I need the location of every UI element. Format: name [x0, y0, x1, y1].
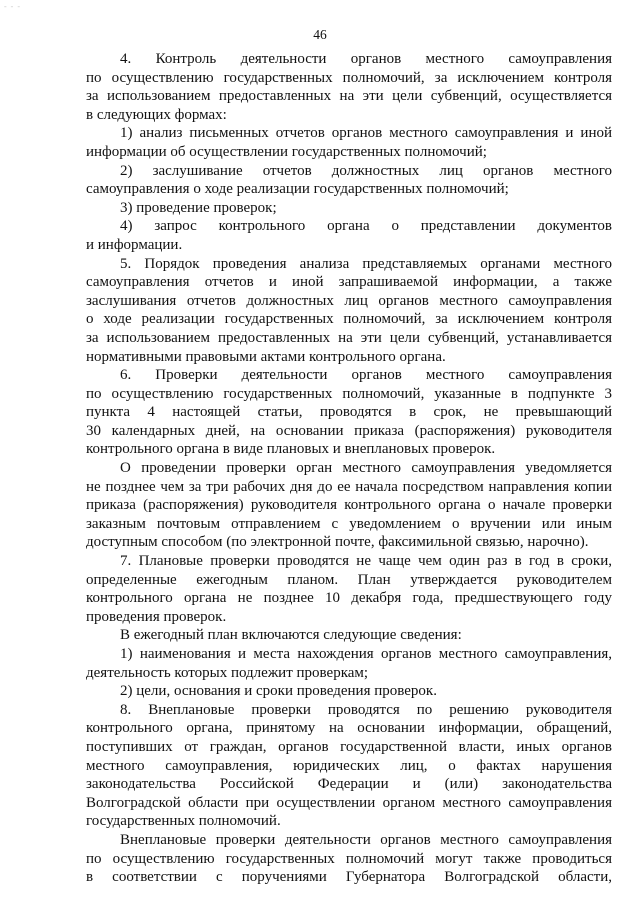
text-line: о ходе реализации государственных полномочий, за исключением контроля	[86, 311, 612, 328]
text-line: самоуправления о ходе реализации государственных полномочий;	[86, 181, 509, 198]
corner-mark: - - -	[4, 2, 21, 11]
text-line: нормативными правовыми актами контрольного органа.	[86, 348, 446, 365]
text-line: Волгоградской области при осуществлении органом местного самоуправления	[86, 794, 612, 811]
text-line: Внеплановые проверки деятельности органов местного самоуправления	[120, 831, 612, 848]
text-line: 4) запрос контрольного органа о представлении документов	[120, 218, 612, 235]
text-line: по осуществлению государственных полномочий могут также проводиться	[86, 850, 612, 867]
text-line: 2) цели, основания и сроки проведения проверок.	[120, 683, 437, 700]
text-line: по осуществлению государственных полномочий, за исключением контроля	[86, 69, 612, 86]
text-line: 2) заслушивание отчетов должностных лиц органов местного	[120, 162, 612, 179]
text-line: и информации.	[86, 236, 183, 253]
text-line: 7. Плановые проверки проводятся не чаще чем один раз в год в сроки,	[120, 553, 612, 570]
text-line: 1) наименования и места нахождения органов местного самоуправления,	[120, 646, 612, 662]
text-line: В ежегодный план включаются следующие сведения:	[120, 627, 462, 644]
document-body	[86, 50, 612, 887]
text-line: местного самоуправления, юридических лиц, о фактах нарушения	[86, 757, 612, 774]
text-line: 30 календарных дней, на основании приказа (распоряжения) руководителя	[86, 422, 612, 439]
text-line: по осуществлению государственных полномочий, указанные в подпункте 3	[86, 385, 612, 402]
text-line: заказным почтовым отправлением с уведомлением о вручении или иным	[86, 515, 612, 532]
text-line: за использованием предоставленных на эти цели субвенций, осуществляется	[86, 88, 612, 105]
text-line: доступным способом (по электронной почте, факсимильной связью, нарочно).	[86, 534, 589, 551]
text-line: контрольного органа не позднее 10 декабря года, предшествующего году	[86, 590, 612, 607]
text-line: за использованием предоставленных на эти цели субвенций, устанавливается	[86, 329, 612, 346]
text-line: государственных полномочий.	[86, 813, 281, 830]
text-line: законодательства Российской Федерации и (или) законодательства	[86, 776, 612, 793]
text-line: информации об осуществлении государственных полномочий;	[86, 143, 487, 160]
text-line: определенные ежегодным планом. План утверждается руководителем	[86, 571, 612, 588]
text-line: проведения проверок.	[86, 608, 227, 625]
text-line: 4. Контроль деятельности органов местного самоуправления	[120, 51, 612, 67]
text-line: заслушивания отчетов должностных лиц органов местного самоуправления	[86, 292, 612, 309]
text-line: приказа (распоряжения) руководителя контрольного органа о начале проверки	[86, 497, 612, 514]
text-line: 5. Порядок проведения анализа представляемых органами местного	[120, 255, 612, 272]
text-line: 3) проведение проверок;	[120, 199, 277, 216]
text-line: в соответствии с поручениями Губернатора Волгоградской области,	[86, 869, 612, 886]
text-line: 6. Проверки деятельности органов местного самоуправления	[120, 367, 612, 384]
text-line: пункта 4 настоящей статьи, проводятся в срок, не превышающий	[86, 404, 612, 421]
text-line: в следующих формах:	[86, 106, 227, 123]
text-line: 1) анализ письменных отчетов органов местного самоуправления и иной	[120, 125, 612, 142]
text-line: поступивших от граждан, органов государственной власти, иных органов	[86, 738, 612, 755]
text-line: контрольного органа в виде плановых и внеплановых проверок.	[86, 441, 496, 458]
text-line: деятельность которых подлежит проверкам;	[86, 664, 369, 681]
text-line: самоуправления отчетов и иной запрашиваемой информации, а также	[86, 274, 612, 291]
text-line: контрольного органа, принятому на основании информации, обращений,	[86, 720, 612, 737]
page-number: 46	[313, 27, 327, 42]
text-line: 8. Внеплановые проверки проводятся по решению руководителя	[120, 701, 612, 718]
text-line: не позднее чем за три рабочих дня до ее начала посредством направления копии	[86, 478, 612, 495]
text-line: О проведении проверки орган местного самоуправления уведомляется	[120, 460, 612, 477]
